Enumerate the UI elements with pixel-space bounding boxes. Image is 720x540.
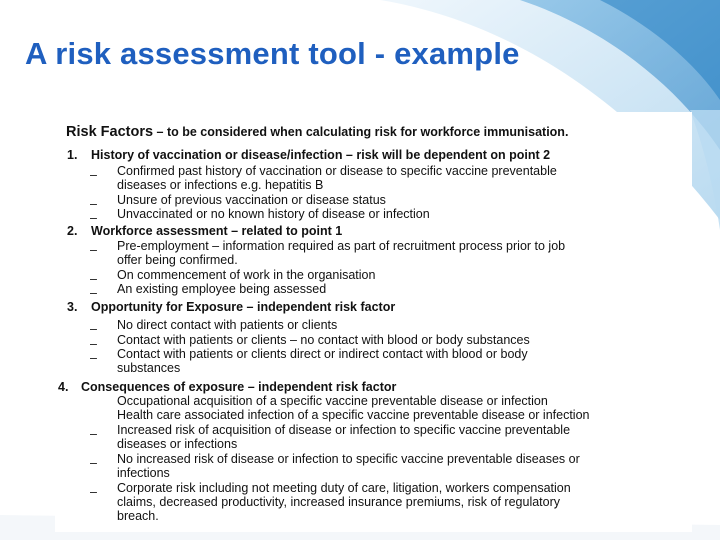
list-item-line: diseases or infections e.g. hepatitis B bbox=[117, 178, 324, 192]
list-item-line: Unsure of previous vaccination or disease status bbox=[117, 193, 386, 207]
bullet-dash: – bbox=[90, 168, 97, 182]
list-item-line: Corporate risk including not meeting duty of care, litigation, workers compensation bbox=[117, 481, 571, 495]
list-item-line: claims, decreased productivity, increased insurance premiums, risk of regulatory bbox=[117, 495, 561, 509]
list-item-line: diseases or infections bbox=[117, 437, 238, 451]
list-item-line: An existing employee being assessed bbox=[117, 282, 327, 296]
bullet-dash: – bbox=[90, 286, 97, 300]
list-item-line: No increased risk of disease or infection to specific vaccine preventable diseases or bbox=[117, 452, 580, 466]
bullet-dash: – bbox=[90, 272, 97, 286]
risk-factors-document bbox=[55, 112, 692, 532]
section-heading bbox=[58, 380, 396, 394]
bullet-dash: – bbox=[90, 197, 97, 211]
document-heading bbox=[66, 124, 568, 140]
list-item-line: Pre-employment – information required as part of recruitment process prior to job bbox=[117, 239, 566, 253]
section-title: Opportunity for Exposure – independent risk factor bbox=[91, 300, 396, 314]
bullet-dash: – bbox=[90, 211, 97, 225]
section-title: Consequences of exposure – independent risk factor bbox=[81, 380, 397, 394]
section-number: 3. bbox=[67, 300, 78, 314]
section-heading bbox=[67, 148, 550, 162]
section-number: 2. bbox=[67, 224, 78, 238]
list-item-line: breach. bbox=[117, 509, 159, 523]
list-item-line: Contact with patients or clients direct or indirect contact with blood or body bbox=[117, 347, 528, 361]
list-item-line: Occupational acquisition of a specific vaccine preventable disease or infection bbox=[117, 394, 548, 408]
list-item-line: Unvaccinated or no known history of disease or infection bbox=[117, 207, 430, 221]
list-item-line: No direct contact with patients or clients bbox=[117, 318, 338, 332]
slide-title: A risk assessment tool - example bbox=[25, 36, 520, 71]
bullet-dash: – bbox=[90, 243, 97, 257]
section-heading bbox=[67, 300, 395, 314]
heading-main: Risk Factors bbox=[66, 124, 154, 140]
list-item-line: substances bbox=[117, 361, 181, 375]
heading-rest: – to be considered when calculating risk for workforce immunisation. bbox=[153, 125, 569, 139]
list-item-line: Confirmed past history of vaccination or disease to specific vaccine preventable bbox=[117, 164, 557, 178]
list-item-line: Health care associated infection of a specific vaccine preventable disease or infection bbox=[117, 408, 590, 422]
list-item-line: Contact with patients or clients – no contact with blood or body substances bbox=[117, 333, 530, 347]
list-item-line: On commencement of work in the organisation bbox=[117, 268, 376, 282]
bullet-dash: – bbox=[90, 322, 97, 336]
section-number: 4. bbox=[58, 380, 69, 394]
list-item-line: infections bbox=[117, 466, 170, 480]
bullet-dash: – bbox=[90, 351, 97, 365]
section-title: Workforce assessment – related to point 1 bbox=[91, 224, 343, 238]
section-title: History of vaccination or disease/infection – risk will be dependent on point 2 bbox=[91, 148, 551, 162]
bullet-dash: – bbox=[90, 456, 97, 470]
list-item-line: Increased risk of acquisition of disease or infection to specific vaccine preventable bbox=[117, 423, 571, 437]
section-number: 1. bbox=[67, 148, 78, 162]
section-heading bbox=[67, 224, 342, 238]
bullet-dash: – bbox=[90, 337, 97, 351]
bullet-dash: – bbox=[90, 485, 97, 499]
bullet-dash: – bbox=[90, 427, 97, 441]
list-item-line: offer being confirmed. bbox=[117, 253, 238, 267]
